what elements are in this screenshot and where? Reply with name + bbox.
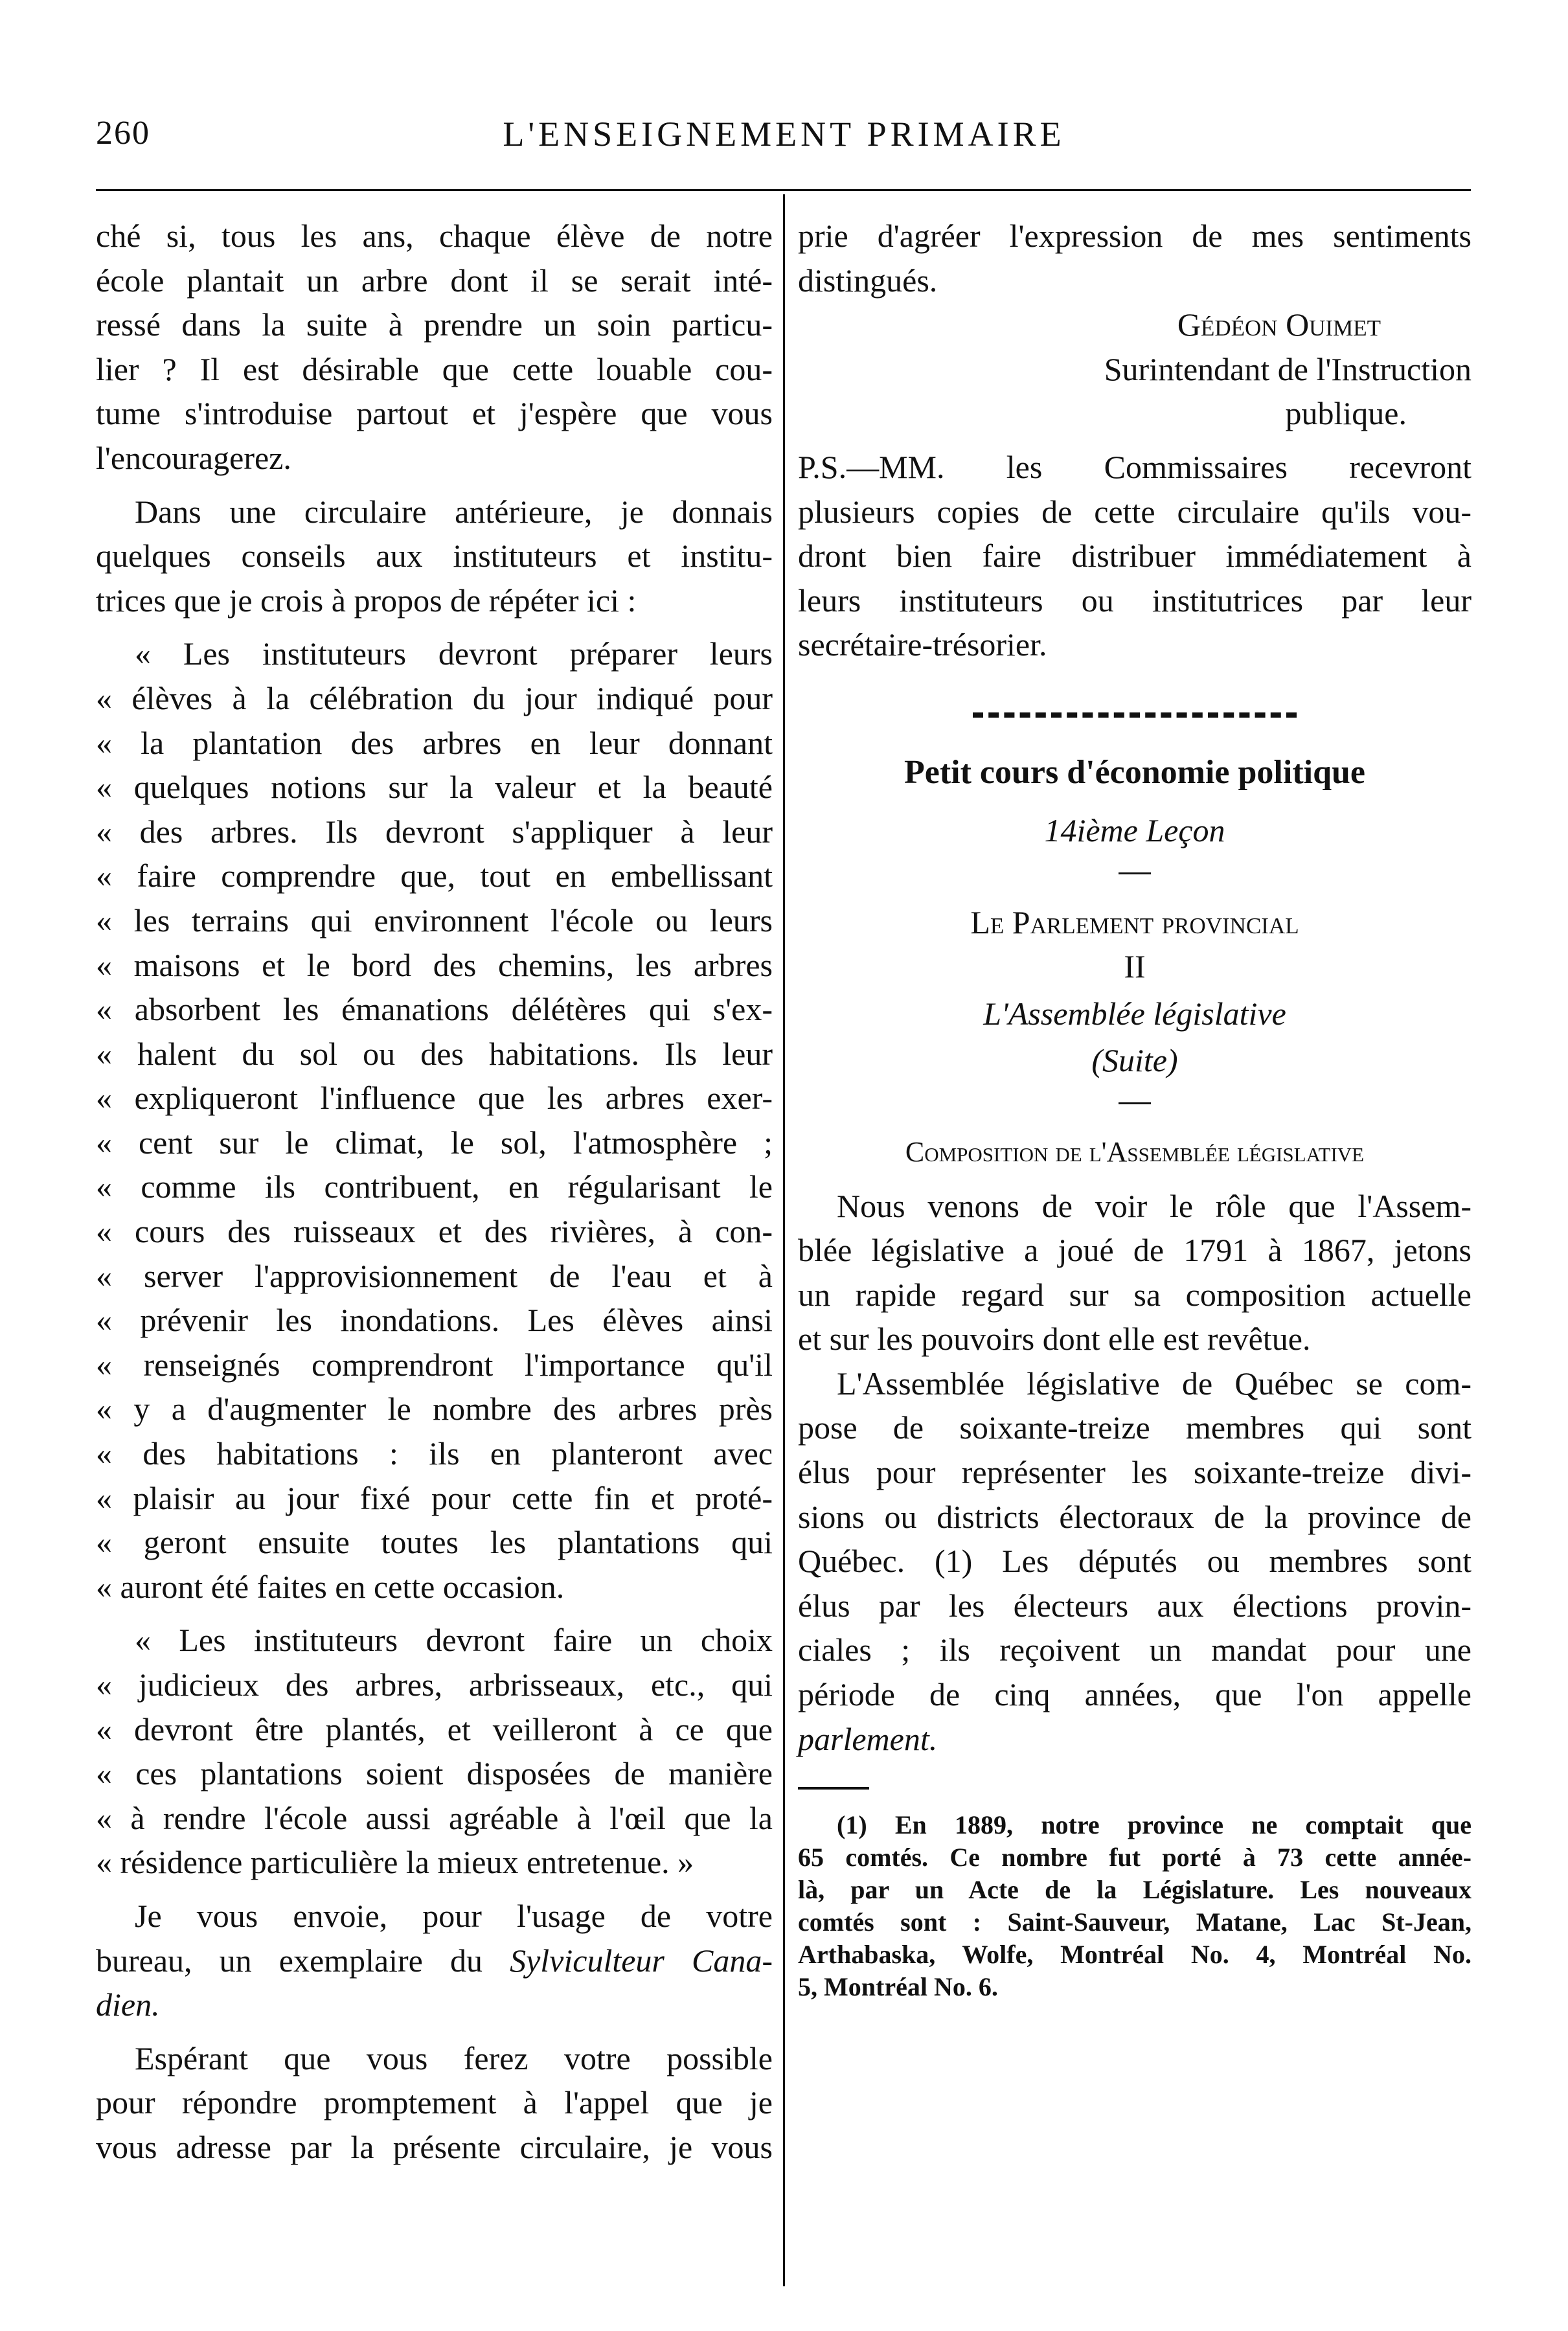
lesson-title: 14ième Leçon (1044, 812, 1225, 848)
text-line: dront bien faire distribuer immédiatement à (798, 538, 1471, 574)
text-line: « Les instituteurs devront préparer leurs (135, 635, 773, 672)
book-title-end: dien. (96, 1986, 160, 2023)
signature-title-2: publique. (1285, 395, 1407, 432)
left-column (96, 214, 773, 2170)
text-line: Québec. (1) Les députés ou membres sont (798, 1543, 1471, 1580)
text-line: période de cinq années, que l'on appelle (798, 1676, 1471, 1713)
body-paragraph-2 (798, 1361, 1471, 1717)
text-line: l'encouragerez. (96, 439, 291, 476)
text-line: leurs instituteurs ou institutrices par leur (798, 582, 1471, 619)
quotation-instructions-2 (96, 1618, 773, 1885)
text-line: là, par un Acte de la Législature. Les nouveaux (798, 1875, 1471, 1905)
column-divider (783, 194, 785, 2286)
text-line: prie d'agréer l'expression de mes sentiments (798, 218, 1471, 254)
paragraph-previous-circular (96, 490, 773, 623)
text-line: ché si, tous les ans, chaque élève de notre (96, 218, 773, 254)
text-line: « faire comprendre que, tout en embellissant (96, 858, 773, 894)
signature-name: Gédéon Ouimet (1177, 306, 1381, 343)
text-line: « élèves à la célébration du jour indiqué pour (96, 679, 773, 716)
text-line: « prévenir les inondations. Les élèves ainsi (96, 1302, 773, 1339)
signature-title: Surintendant de l'Instruction (1104, 350, 1471, 387)
text-line: L'Assemblée législative de Québec se com- (837, 1365, 1471, 1402)
text-line: « à rendre l'école aussi agréable à l'œil que la (96, 1799, 773, 1836)
page-number: 260 (96, 115, 150, 152)
text-line: distingués. (798, 262, 938, 299)
subheading: Composition de l'Assemblée législative (905, 1135, 1365, 1168)
chapter-number: II (1124, 948, 1146, 985)
right-column (798, 214, 1471, 2003)
text-line: « des arbres. Ils devront s'appliquer à leur (96, 813, 773, 850)
text-line: « quelques notions sur la valeur et la beauté (96, 769, 773, 806)
text-line: Espérant que vous ferez votre possible (135, 2040, 773, 2076)
text-line: vous adresse par la présente circulaire, je vous (96, 2128, 773, 2165)
paragraph-tree-planting (96, 214, 773, 481)
text-line: « la plantation des arbres en leur donnant (96, 724, 773, 761)
running-head: L'ENSEIGNEMENT PRIMAIRE (503, 115, 1065, 154)
text-line: « geront ensuite toutes les plantations qui (96, 1524, 773, 1561)
text-line: « y a d'augmenter le nombre des arbres près (96, 1391, 773, 1427)
text-line: (1) En 1889, notre province ne comptait que (837, 1810, 1471, 1840)
text-line: « maisons et le bord des chemins, les arbres (96, 946, 773, 983)
text-line: Dans une circulaire antérieure, je donnais (135, 493, 773, 530)
text-line: « devront être plantés, et veilleront à ce que (96, 1711, 773, 1747)
text-line: « comme ils contribuent, en régularisant le (96, 1168, 773, 1205)
text-line: « plaisir au jour fixé pour cette fin et proté- (96, 1479, 773, 1516)
text-line: plusieurs copies de cette circulaire qu'ils vou- (798, 493, 1471, 530)
body-paragraph-1 (798, 1184, 1471, 1361)
text-line: et sur les pouvoirs dont elle est revêtue. (798, 1321, 1311, 1358)
section-title: Petit cours d'économie politique (903, 753, 1366, 791)
postscript (798, 445, 1471, 667)
footnote-rule (798, 1787, 869, 1790)
text-line: « server l'approvisionnement de l'eau et à (96, 1257, 773, 1294)
text-line: « halent du sol ou des habitations. Ils leur (96, 1035, 773, 1072)
text-line: P.S.—MM. les Commissaires recevront (798, 448, 1471, 485)
ornamental-rule (973, 712, 1297, 718)
book-title: Sylviculteur Cana- (510, 1942, 773, 1979)
text-line: secrétaire-trésorier. (798, 626, 1047, 663)
text-line: quelques conseils aux instituteurs et institu- (96, 538, 773, 574)
text-line: « renseignés comprendront l'importance qu'il (96, 1346, 773, 1383)
text-line: « auront été faites en cette occasion. (96, 1568, 565, 1605)
text-line: trices que je crois à propos de répéter ici : (96, 582, 637, 619)
closing-paragraph (798, 214, 1471, 302)
text-line: comtés sont : Saint-Sauveur, Matane, Lac St-Jean, (798, 1907, 1471, 1937)
header-rule (96, 189, 1471, 191)
text-line: Nous venons de voir le rôle que l'Assem- (837, 1187, 1471, 1224)
chapter-title: Le Parlement provincial (970, 904, 1299, 940)
paragraph-sylviculteur (96, 1894, 773, 2027)
text-line: 5, Montréal No. 6. (798, 1972, 998, 2002)
text-line: « judicieux des arbres, arbrisseaux, etc., qui (96, 1666, 773, 1703)
text-line: tume s'introduise partout et j'espère que vous (96, 395, 773, 432)
short-rule-2 (1119, 1102, 1151, 1104)
text-line: sions ou districts électoraux de la province de (798, 1498, 1471, 1535)
text-line: lier ? Il est désirable que cette louable cou- (96, 350, 773, 387)
text-line: un rapide regard sur sa composition actuelle (798, 1276, 1471, 1313)
quotation-instructions-1 (96, 631, 773, 1609)
text-line: « expliqueront l'influence que les arbres exer- (96, 1080, 773, 1117)
text-line: « absorbent les émanations délétères qui s'ex- (96, 991, 773, 1028)
text-line: élus pour représenter les soixante-treize divi- (798, 1454, 1471, 1491)
footnote (798, 1809, 1471, 2003)
text-line: Je vous envoie, pour l'usage de votre (135, 1897, 773, 1934)
text-line: « cent sur le climat, le sol, l'atmosphère ; (96, 1124, 773, 1161)
text-line: « ces plantations soient disposées de manière (96, 1755, 773, 1792)
text-line: Arthabaska, Wolfe, Montréal No. 4, Montréal No. (798, 1940, 1471, 1970)
text-line: élus par les électeurs aux élections provin- (798, 1587, 1471, 1624)
text-line: « des habitations : ils en planteront avec (96, 1435, 773, 1472)
text-line: bureau, un exemplaire du (96, 1942, 483, 1979)
text-line: 65 comtés. Ce nombre fut porté à 73 cette année- (798, 1843, 1471, 1872)
text-line: pose de soixante-treize membres qui sont (798, 1409, 1471, 1446)
subtitle-note: (Suite) (1091, 1042, 1178, 1079)
text-line: blée législative a joué de 1791 à 1867, jetons (798, 1232, 1471, 1269)
subtitle: L'Assemblée législative (983, 995, 1286, 1032)
text-line: « les terrains qui environnent l'école ou leurs (96, 902, 773, 938)
text-line: « cours des ruisseaux et des rivières, à con- (96, 1213, 773, 1250)
parlement-term: parlement. (798, 1720, 938, 1757)
text-line: « Les instituteurs devront faire un choix (135, 1622, 773, 1659)
paragraph-hoping (96, 2036, 773, 2170)
text-line: « résidence particulière la mieux entretenue. » (96, 1844, 694, 1881)
short-rule (1119, 872, 1151, 874)
text-line: pour répondre promptement à l'appel que je (96, 2084, 773, 2121)
text-line: ciales ; ils reçoivent un mandat pour une (798, 1632, 1471, 1668)
text-line: école plantait un arbre dont il se serait inté- (96, 262, 773, 299)
text-line: ressé dans la suite à prendre un soin particu- (96, 306, 773, 343)
